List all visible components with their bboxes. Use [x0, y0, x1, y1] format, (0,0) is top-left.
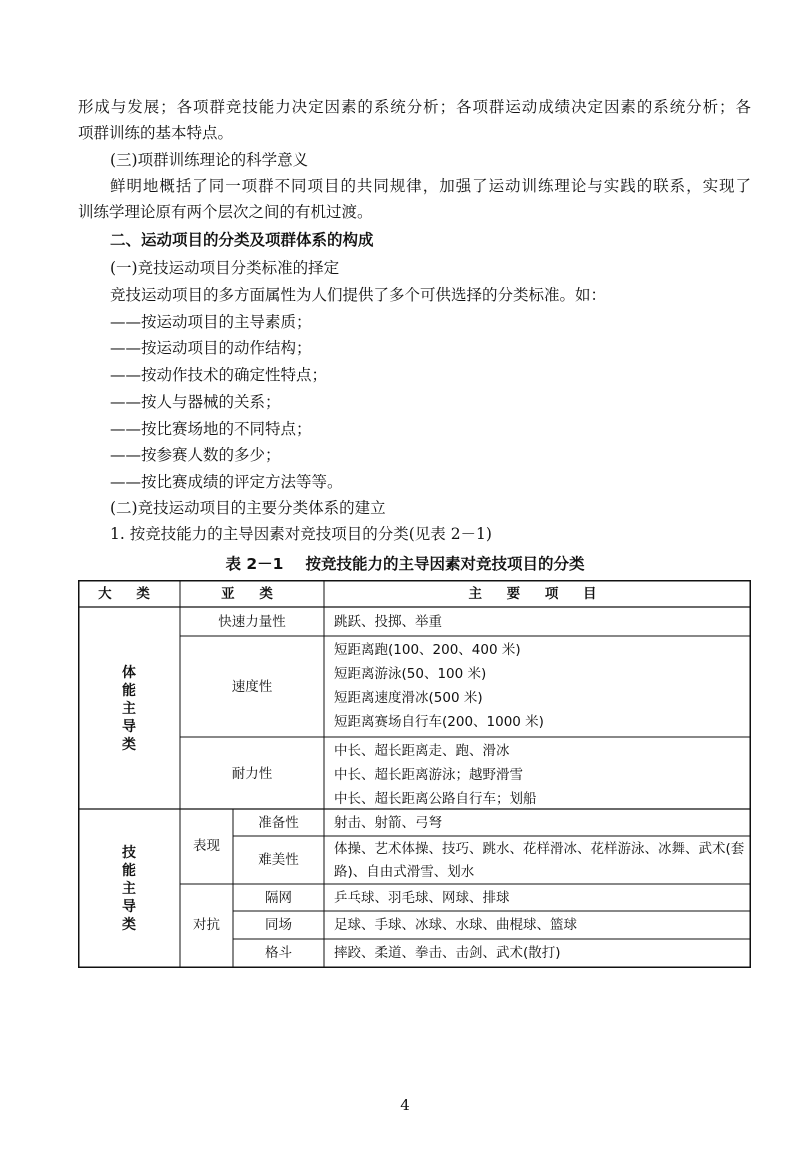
section-heading: (二)竞技运动项目的主要分类体系的建立 [110, 499, 386, 517]
list-item: ——按比赛场地的不同特点； [110, 420, 312, 438]
list-item: ——按比赛成绩的评定方法等等。 [110, 473, 343, 491]
paragraph-line: 竞技运动项目的多方面属性为人们提供了多个可供选择的分类标准。如： [110, 286, 607, 304]
event-list: 乒乓球、羽毛球、网球、排球 [334, 890, 510, 906]
event-list: 短距离游泳(50、100 米) [334, 666, 487, 682]
table-caption-number: 表 2－1 [225, 555, 284, 573]
event-list: 路)、自由式滑雪、划水 [334, 864, 475, 880]
event-list: 短距离跑(100、200、400 米) [334, 642, 521, 658]
event-list: 短距离速度滑冰(500 米) [334, 690, 483, 706]
subcategory-label: 耐力性 [231, 766, 273, 782]
event-list: 短距离赛场自行车(200、1000 米) [334, 714, 544, 730]
list-item: ——按运动项目的动作结构； [110, 339, 312, 357]
subcategory-label: 准备性 [258, 815, 299, 831]
subcategory-label: 格斗 [265, 945, 292, 961]
section-heading: (一)竞技运动项目分类标准的择定 [110, 259, 340, 277]
page-number: 4 [400, 1096, 410, 1114]
subcategory-label: 快速力量性 [218, 614, 286, 630]
group-label: 表现 [193, 838, 220, 854]
list-item: ——按参赛人数的多少； [110, 446, 281, 464]
table-header: 大 类 [98, 586, 160, 602]
table-caption [0, 552, 810, 574]
list-item: ——按动作技术的确定性特点； [110, 366, 328, 384]
event-list: 摔跤、柔道、拳击、击剑、武术(散打) [334, 945, 561, 961]
list-item: ——按运动项目的主导素质； [110, 313, 312, 331]
paragraph-line: 项群训练的基本特点。 [78, 124, 234, 142]
event-list: 中长、超长距离游泳；越野滑雪 [334, 767, 523, 783]
event-list: 中长、超长距离走、跑、滑冰 [334, 743, 510, 759]
group-label: 对抗 [193, 917, 220, 933]
event-list: 中长、超长距离公路自行车；划船 [334, 791, 537, 807]
event-list: 足球、手球、冰球、水球、曲棍球、篮球 [334, 917, 577, 933]
table-header: 亚 类 [221, 586, 283, 602]
subcategory-label: 难美性 [258, 852, 299, 868]
subcategory-label: 隔网 [265, 890, 292, 906]
event-list: 体操、艺术体操、技巧、跳水、花样滑冰、花样游泳、冰舞、武术(套 [334, 841, 745, 857]
chapter-heading: 二、运动项目的分类及项群体系的构成 [110, 231, 374, 249]
subcategory-label: 同场 [265, 917, 292, 933]
category-physical: 体 能 主 导 类 [122, 665, 136, 753]
paragraph-line: 形成与发展；各项群竞技能力决定因素的系统分析；各项群运动成绩决定因素的系统分析；各 [78, 98, 751, 116]
category-skill: 技 能 主 导 类 [122, 845, 136, 933]
classification-table [78, 580, 751, 968]
table-header: 主 要 项 目 [468, 586, 607, 602]
paragraph-line: 1. 按竞技能力的主导因素对竞技项目的分类(见表 2－1) [110, 525, 492, 543]
event-list: 跳跃、投掷、举重 [334, 614, 442, 630]
paragraph-line: 鲜明地概括了同一项群不同项目的共同规律，加强了运动训练理论与实践的联系，实现了 [110, 177, 751, 195]
subcategory-label: 速度性 [231, 679, 273, 695]
list-item: ——按人与器械的关系； [110, 393, 281, 411]
event-list: 射击、射箭、弓弩 [334, 815, 442, 831]
section-heading: (三)项群训练理论的科学意义 [110, 151, 309, 169]
paragraph-line: 训练学理论原有两个层次之间的有机过渡。 [78, 203, 373, 221]
table-caption-title: 按竞技能力的主导因素对竞技项目的分类 [305, 555, 585, 573]
